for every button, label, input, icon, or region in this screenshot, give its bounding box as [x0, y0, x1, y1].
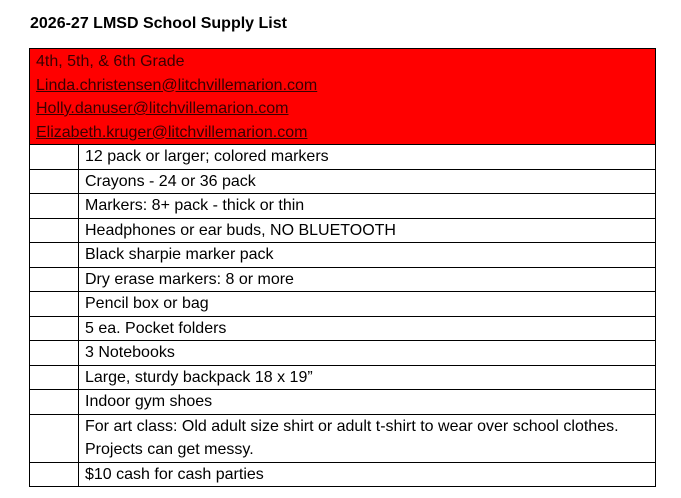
supply-item: For art class: Old adult size shirt or adult t-shirt to wear over school clothes. Projects can get messy.: [79, 414, 656, 462]
checkbox-cell: [30, 267, 79, 292]
table-row: [30, 169, 656, 194]
table-row: [30, 243, 656, 268]
table-row: [30, 267, 656, 292]
header-row: [30, 49, 656, 145]
document-title: 2026-27 LMSD School Supply List: [30, 15, 287, 32]
checkbox-cell: [30, 462, 79, 487]
table-row: [30, 414, 656, 462]
checkbox-cell: [30, 365, 79, 390]
teacher-email-link[interactable]: Linda.christensen@litchvillemarion.com: [36, 76, 318, 94]
checkbox-cell: [30, 390, 79, 415]
checkbox-cell: [30, 194, 79, 219]
checkbox-cell: [30, 341, 79, 366]
supply-item: Markers: 8+ pack - thick or thin: [79, 194, 656, 219]
supply-item: Headphones or ear buds, NO BLUETOOTH: [79, 218, 656, 243]
table-row: [30, 365, 656, 390]
table-row: [30, 462, 656, 487]
teacher-email-link[interactable]: Elizabeth.kruger@litchvillemarion.com: [36, 123, 308, 141]
supply-item: $10 cash for cash parties: [79, 462, 656, 487]
checkbox-cell: [30, 169, 79, 194]
supply-item: 3 Notebooks: [79, 341, 656, 366]
table-row: [30, 390, 656, 415]
supply-item: Large, sturdy backpack 18 x 19”: [79, 365, 656, 390]
supply-item: Pencil box or bag: [79, 292, 656, 317]
table-row: [30, 341, 656, 366]
supply-item: 12 pack or larger; colored markers: [79, 145, 656, 170]
table-row: [30, 316, 656, 341]
teacher-email-link[interactable]: Holly.danuser@litchvillemarion.com: [36, 100, 289, 117]
table-row: [30, 145, 656, 170]
supply-item: Indoor gym shoes: [79, 390, 656, 415]
supply-item: Crayons - 24 or 36 pack: [79, 169, 656, 194]
checkbox-cell: [30, 243, 79, 268]
supply-list-table: [29, 48, 656, 487]
table-row: [30, 292, 656, 317]
header-cell: [30, 49, 656, 145]
supply-item: 5 ea. Pocket folders: [79, 316, 656, 341]
checkbox-cell: [30, 218, 79, 243]
table-row: [30, 218, 656, 243]
table-row: [30, 194, 656, 219]
checkbox-cell: [30, 316, 79, 341]
grade-levels: 4th, 5th, & 6th Grade: [36, 53, 185, 70]
supply-item: Black sharpie marker pack: [79, 243, 656, 268]
checkbox-cell: [30, 414, 79, 462]
checkbox-cell: [30, 145, 79, 170]
checkbox-cell: [30, 292, 79, 317]
supply-item: Dry erase markers: 8 or more: [79, 267, 656, 292]
